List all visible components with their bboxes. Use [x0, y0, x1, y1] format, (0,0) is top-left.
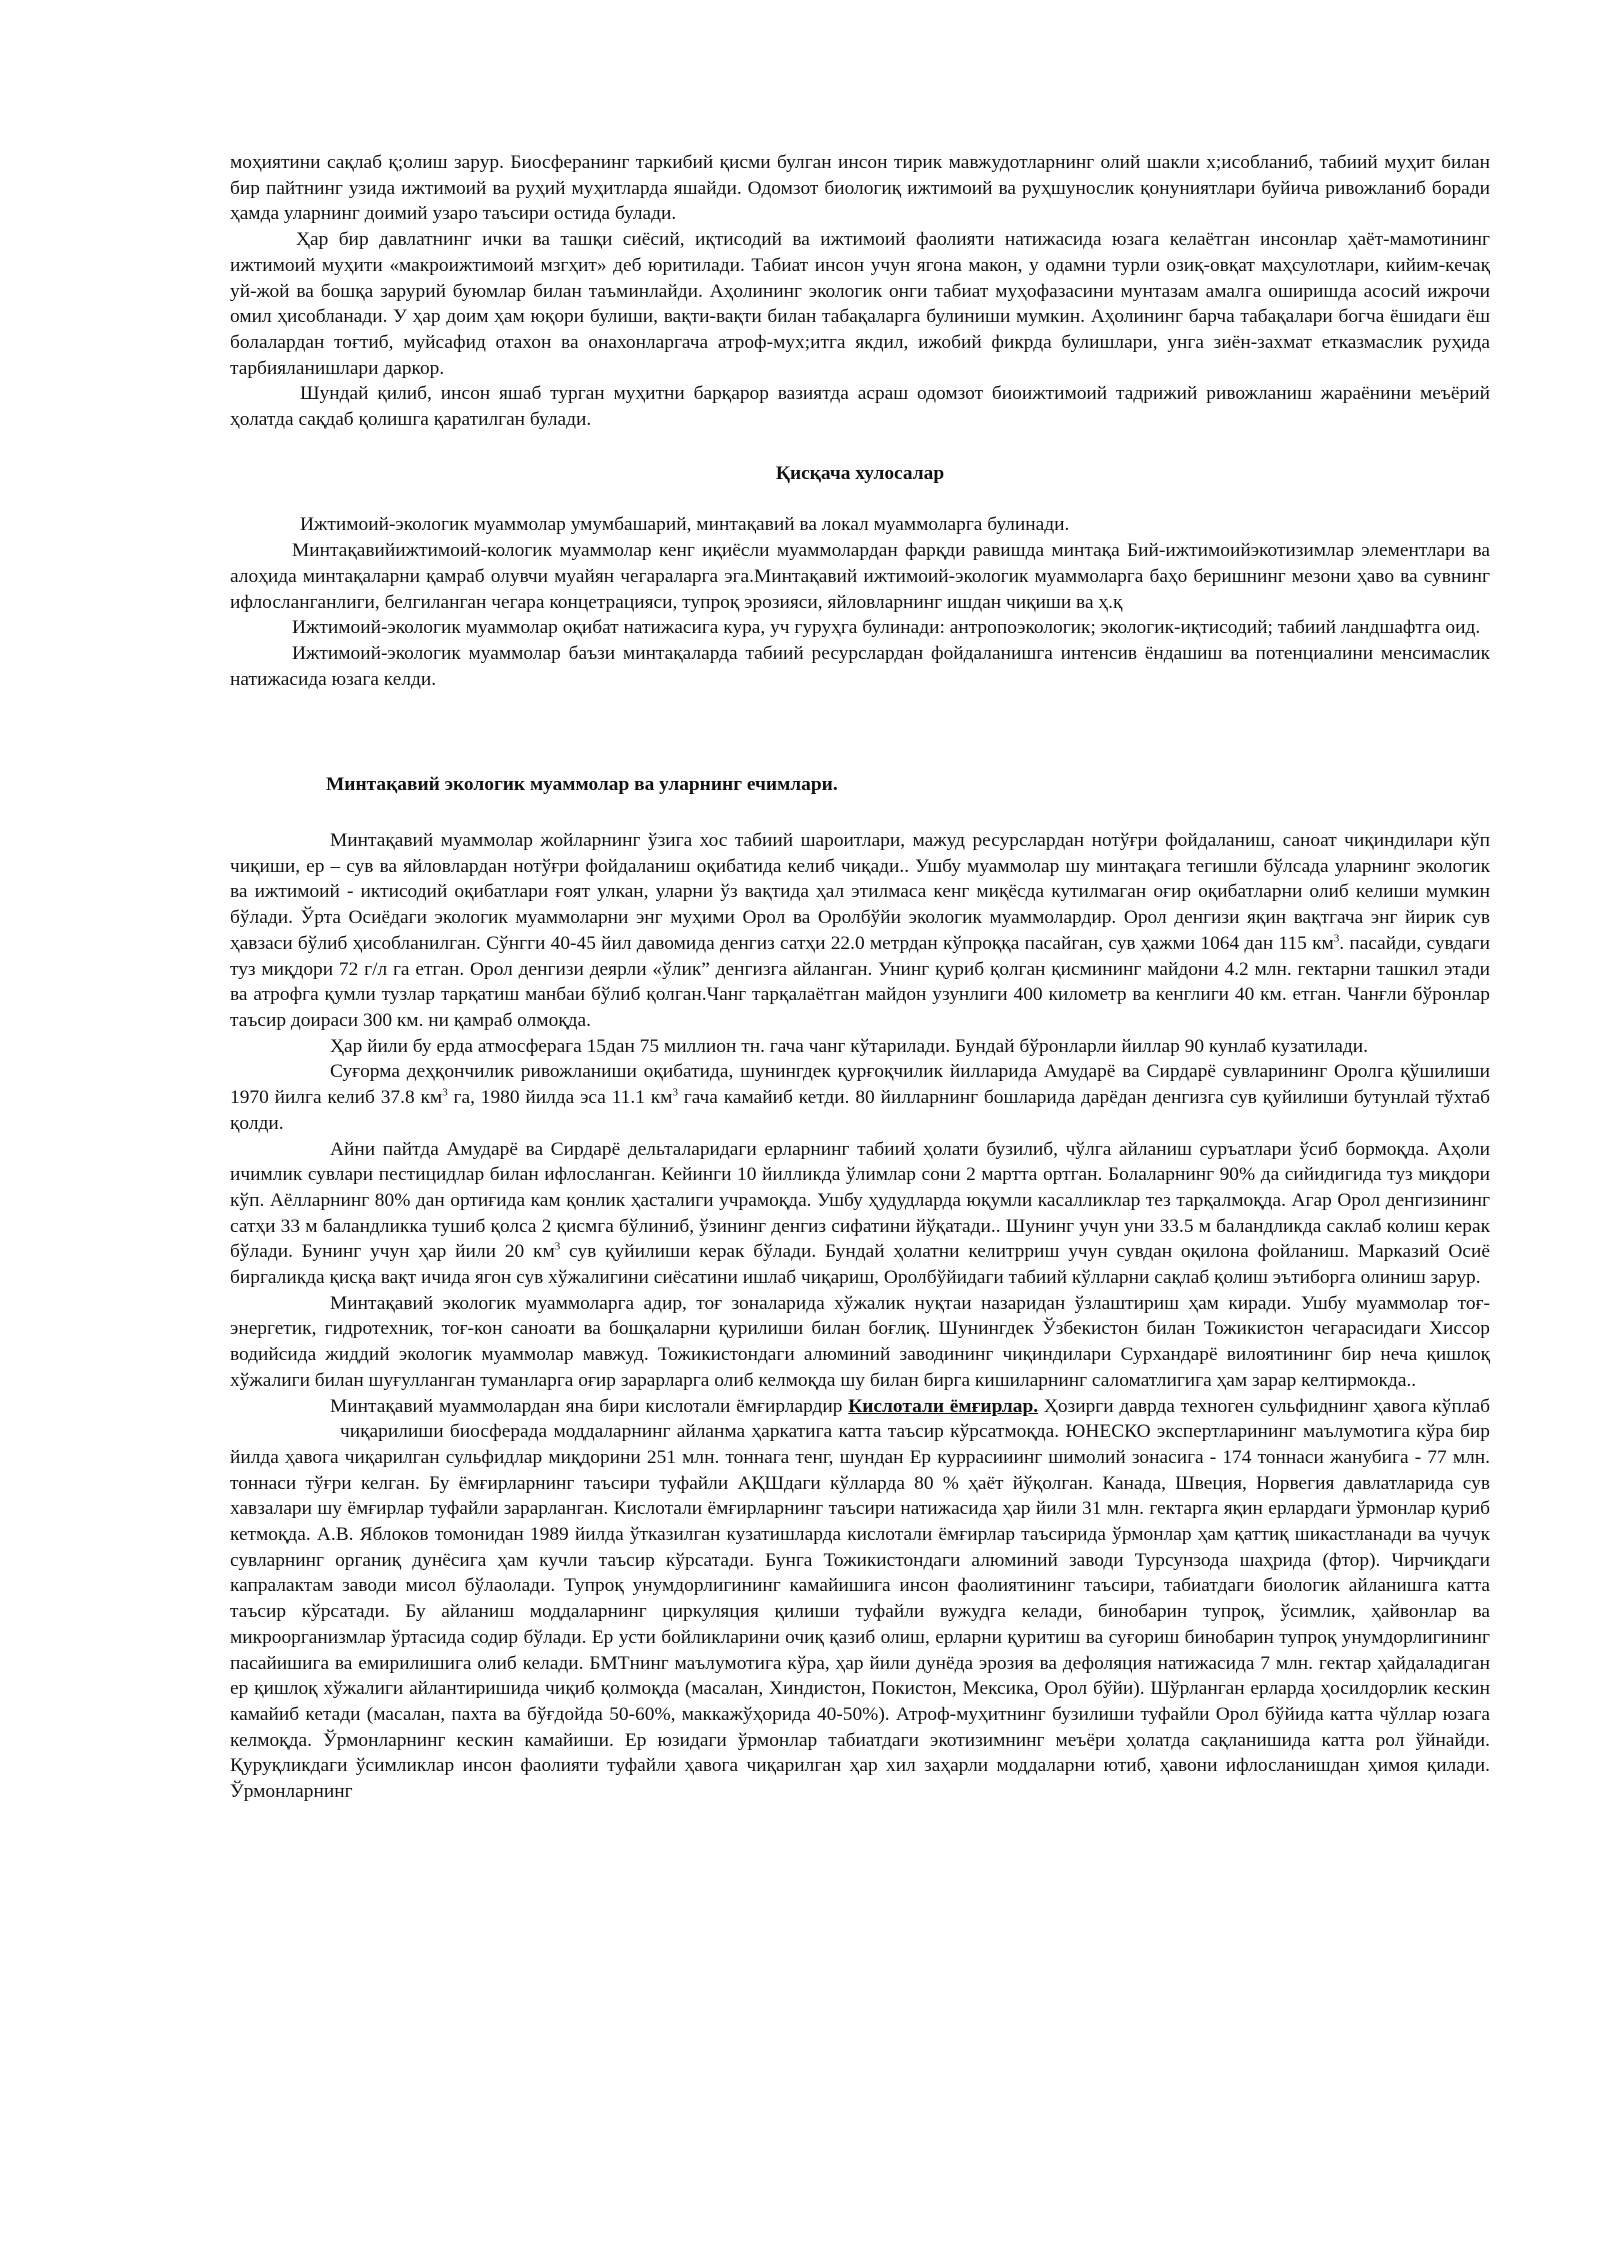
- paragraph-text: чиқарилиши биосферада моддаларнинг айланма ҳаркатига катта таъсир кўрсатмоқда. ЮНЕСКО экспертларининг маълумотига кўра бир йилда ҳавога чиқарилган сульфидлар миқдорини 251 млн. тоннага тенг, шундан Ер куррасииинг шимолий зонасига - 174 тоннаси жанубига - 77 млн. тоннаси тўғри келган. Бу ёмғирларнинг таъсири туфайли АҚШдаги кўлларда 80 % ҳаёт йўқолган. Канада, Швеция, Норвегия давлатларида сув хавзалари шу ёмғирлар туфайли зарарланган. Кислотали ёмғирларнинг таъсири натижасида ҳар йили 31 млн. гектарга яқин ерлардаги ўрмонлар қуриб кетмоқда. А.В. Яблоков томонидан 1989 йилда ўтказилган кузатишларда кислотали ёмғирлар таъсирида ўрмонлар ҳам қаттиқ шикастланади ва чучук сувларнинг органиқ дунёсига ҳам кучли таъсир кўрсатади. Бунга Тожикистондаги алюминий заводи Турсунзода шаҳрида (фтор). Чирчиқдаги капралактам заводи мисол бўлаолади. Тупроқ унумдорлигининг камайишига инсон фаолиятининг таъсири, табиатдаги биологик айланишга катта таъсир кўрсатади. Бу айланиш моддаларнинг циркуляция қилиши туфайли вужудга келади, бинобарин тупроқ, ўсимлик, ҳайвонлар ва микроорганизмлар ўртасида содир бўлади. Ер усти бойликларини очиқ қазиб олиш, ерларни қуритиш ва суғориш бинобарин тупроқ унумдорлигининг пасайишига ва емирилишига олиб келади. БМТнинг маълумотига кўра, ҳар йили дунёда эрозия ва дефоляция натижасида 7 млн. гектар ҳайдаладиган ер қишлоқ хўжалиги айлантиришида чиқиб қолмоқда (масалан, Хиндистон, Покистон, Мексика, Орол бўйи). Шўрланган ерларда ҳосилдорлик кескин камайиб кетади (масалан, пахта ва бўғдойда 50-60%, маккажўҳорида 40-50%). Атроф-муҳитнинг бузилиши туфайли Орол бўйида катта чўллар юзага келмоқда. Ўрмонларнинг кескин камайиши. Ер юзидаги ўрмонлар табиатдаги экотизимнинг меъёри ҳолатда сақланишида катта рол ўйнайди. Қуруқликдаги ўсимликлар инсон фаолияти туфайли ҳавога чиқарилган ҳар хил заҳарли моддаларни ютиб, ҳавони ифлосланишдан ҳимоя қилади. Ўрмонларнинг: [230, 1421, 1490, 1803]
- paragraph-text: . пасайди, сувдаги туз миқдори 72 г/л га етган. Орол денгизи деярли «ўлик” денгизга айланган. Унинг қуриб қолган қисмининг майдони 4.2 млн. гектарни ташкил этади ва атрофга қумли тузлар тарқатиш манбаи бўлиб қолган.Чанг тарқалаётган майдон узунлиги 400 километр ва кенглиги 40 км. етган. Чанғли бўронлар таъсир доираси 300 км. ни қамраб олмоқда.: [230, 932, 1491, 1031]
- summary-paragraph-4: Ижтимоий-экологик муаммолар баъзи минтақаларда табиий ресурслардан фойдаланишга интенсив ёндашиш ва потенциалини менсимаслик натижасида юзага келди.: [230, 642, 1490, 690]
- document-page: [230, 150, 1490, 1805]
- paragraph-text: Минтақавий муаммолар жойларнинг ўзига хос табиий шароитлари, мажуд ресурслардан нотўғри фойдаланиш, саноат чиқиндилари кўп чиқиши, ер – сув ва яйловлардан нотўғри фойдаланиш оқибатида келиб чиқади.. Ушбу муаммолар шу минтақага тегишли бўлсада уларнинг экологик ва ижтимоий - иктисодий оқибатлари ғоят улкан, уларни ўз вақтида ҳал этилмаса кенг миқёсда кутилмаган оғир оқибатларни олиб келиши мумкин бўлади. Ўрта Осиёдаги экологик муаммоларни энг муҳими Орол ва Оролбўйи экологик муаммолардир. Орол денгизи яқин вақтгача энг йирик сув ҳавзаси бўлиб ҳисобланилган. Сўнгги 40-45 йил давомида денгиз сатҳи 22.0 метрдан кўпроққа пасайган, сув ҳажми 1064 дан 115 км: [230, 830, 1490, 954]
- regional-heading: Минтақавий экологик муаммолар ва уларнинг ечимлари.: [326, 774, 838, 796]
- summary-paragraph-1: Ижтимоий-экологик муаммолар умумбашарий, минтақавий ва локал муаммоларга булинади.: [300, 514, 1070, 536]
- regional-paragraph-6: [230, 1394, 1490, 1805]
- regional-paragraph-1: [230, 828, 1490, 1034]
- intro-paragraph-1: моҳиятини сақлаб қ;олиш зарур. Биосферанинг таркибий қисми булган инсон тирик мавжудотларнинг олий шакли х;исобланиб, табиий муҳит билан бир пайтнинг узида ижтимоий ва руҳий муҳитларда яшайди. Одомзот биологиқ ижтимоий ва руҳшунослик қонуниятлари буйича ривожланиб боради ҳамда уларнинг доимий узаро таъсири остида булади.: [230, 152, 1490, 225]
- regional-paragraph-5: Минтақавий экологик муаммоларга адир, тоғ зоналарида хўжалик нуқтаи назаридан ўзлаштириш ҳам киради. Ушбу муаммолар тоғ-энергетик, гидротехник, тоғ-кон саноати ва бошқаларни қурилиши билан боғлиқ. Шунингдек Ўзбекистон билан Тожикистон чегарасидаги Хиссор водийсида жиддий экологик муаммолар мавжуд. Тожикистондаги алюминий заводининг чиқиндилари Сурхандарё вилоятининг бир неча қишлоқ хўжалиги билан шуғулланган туманларга оғир зарарларга олиб келмоқда шу билан бирга кишиларнинг саломатлигига ҳам зарар келтирмокда..: [230, 1292, 1490, 1391]
- intro-paragraph-3: Шундай қилиб, инсон яшаб турган муҳитни барқарор вазиятда асраш одомзот биоижтимоий тадрижий ривожланиш жараёнини меъёрий ҳолатда сақдаб қолишга қаратилган булади.: [230, 383, 1490, 431]
- superscript: 3: [672, 1086, 678, 1099]
- summary-heading: Қисқача хулосалар: [775, 462, 945, 484]
- superscript: 3: [442, 1086, 448, 1099]
- paragraph-text: Айни пайтда Амударё ва Сирдарё дельталаридаги ерларнинг табиий ҳолати бузилиб, чўлга айланиш суръатлари ўсиб бормоқда. Аҳоли ичимлик сувлари пестицидлар билан ифлосланган. Кейинги 10 йилликда ўлимлар сони 2 мартта ортган. Болаларнинг 90% да сийидигида туз миқдори кўп. Аёлларнинг 80% дан ортиғида кам қонлик ҳасталиги учрамоқда. Ушбу ҳудудларда юқумли касалликлар тез тарқалмоқда. Агар Орол денгизининг сатҳи 33 м баландликка тушиб қолса 2 қисмга бўлиниб, ўзининг денгиз сифатини йўқатади.. Шунинг учун уни 33.5 м баландликда саклаб колиш керак бўлади. Бунинг учун ҳар йили 20 км: [230, 1138, 1490, 1263]
- regional-paragraph-3: [230, 1059, 1490, 1136]
- summary-paragraph-3: Ижтимоий-экологик муаммолар оқибат натижасига кура, уч гуруҳга булинади: антропоэкологик; экологик-иқтисодий; табиий ландшафтга оид.: [292, 617, 1481, 639]
- intro-paragraph-2: Ҳар бир давлатнинг ички ва ташқи сиёсий, иқтисодий ва ижтимоий фаолияти натижасида юзага келаётган инсонлар ҳаёт-мамотининг ижтимоий муҳити «макроижтимоий мзгҳит» деб юритилади. Табиат инсон учун ягона макон, у одамни турли озиқ-овқат маҳсулотлари, кийим-кечақ уй-жой ва бошқа зарурий буюмлар билан таъминлайди. Аҳолининг экологик онги табиат муҳофазасини мунтазам амалга оширишда асосий ижрочи омил ҳисобланади. У ҳар доим ҳам юқори булиши, вақти-вақти билан табақаларга булиниши мумкин. Аҳолининг барча табақалари богча ёшидаги ёш болалардан тоғтиб, муйсафид отахон ва онахонларгача атроф-мух;итга якдил, ижобий фикрда булишлари, унга зиён-захмат етказмаслик руҳида тарбияланишлари даркор.: [230, 229, 1490, 379]
- paragraph-text: сув қуйилиши керак бўлади. Бундай ҳолатни келитрриш учун сувдан оқилона фойланиш. Марказий Осиё биргаликда қисқа вақт ичида ягон сув хўжалигини сиёсатини ишлаб чиқариш, Оролбўйидаги табиий кўлларни сақлаб қолиш эътиборга олиниш зарур.: [230, 1241, 1490, 1289]
- superscript: 3: [1333, 932, 1340, 945]
- regional-paragraph-2: Ҳар йили бу ерда атмосферага 15дан 75 миллион тн. гача чанг кўтарилади. Бундай бўронларли йиллар 90 кунлаб кузатилади.: [330, 1035, 1368, 1057]
- superscript: 3: [554, 1240, 561, 1253]
- paragraph-text: гача камайиб кетди. 80 йилларнинг бошларида дарёдан денгизга сув қуйилиши бутунлай тўхтаб қолди.: [230, 1087, 1490, 1134]
- acid-rain-link[interactable]: Кислотали ёмғирлар.: [848, 1395, 1039, 1417]
- paragraph-text: Минтақавий муаммолардан яна бири кислотали ёмғирлардир: [330, 1395, 843, 1417]
- paragraph-text: га, 1980 йилда эса 11.1 км: [447, 1087, 673, 1109]
- summary-paragraph-2: Минтақавийижтимоий-кологик муаммолар кенг иқиёсли муаммолардан фарқди равишда минтақа Бий-ижтимоийэкотизимлар элементлари ва алоҳида минтақаларни қамраб олувчи муайян чегараларга эга.Минтақавий ижтимоий-экологик муаммоларга баҳо беришнинг мезони ҳаво ва сувнинг ифлосланганлиги, белгиланган чегара концетрацияси, тупроқ эрозияси, яйловларнинг ишдан чиқиши ва ҳ.қ: [230, 540, 1490, 613]
- regional-paragraph-4: [230, 1137, 1490, 1291]
- paragraph-text: Ҳозирги даврда техноген сульфиднинг ҳавога кўплаб: [1038, 1395, 1490, 1417]
- paragraph-text: Суғорма деҳқончилик ривожланиши оқибатида, шунингдек қурғоқчилик йилларида Амударё ва Сирдарё сувларининг Оролга қўшилиши 1970 йилга келиб 37.8 км: [230, 1061, 1490, 1109]
